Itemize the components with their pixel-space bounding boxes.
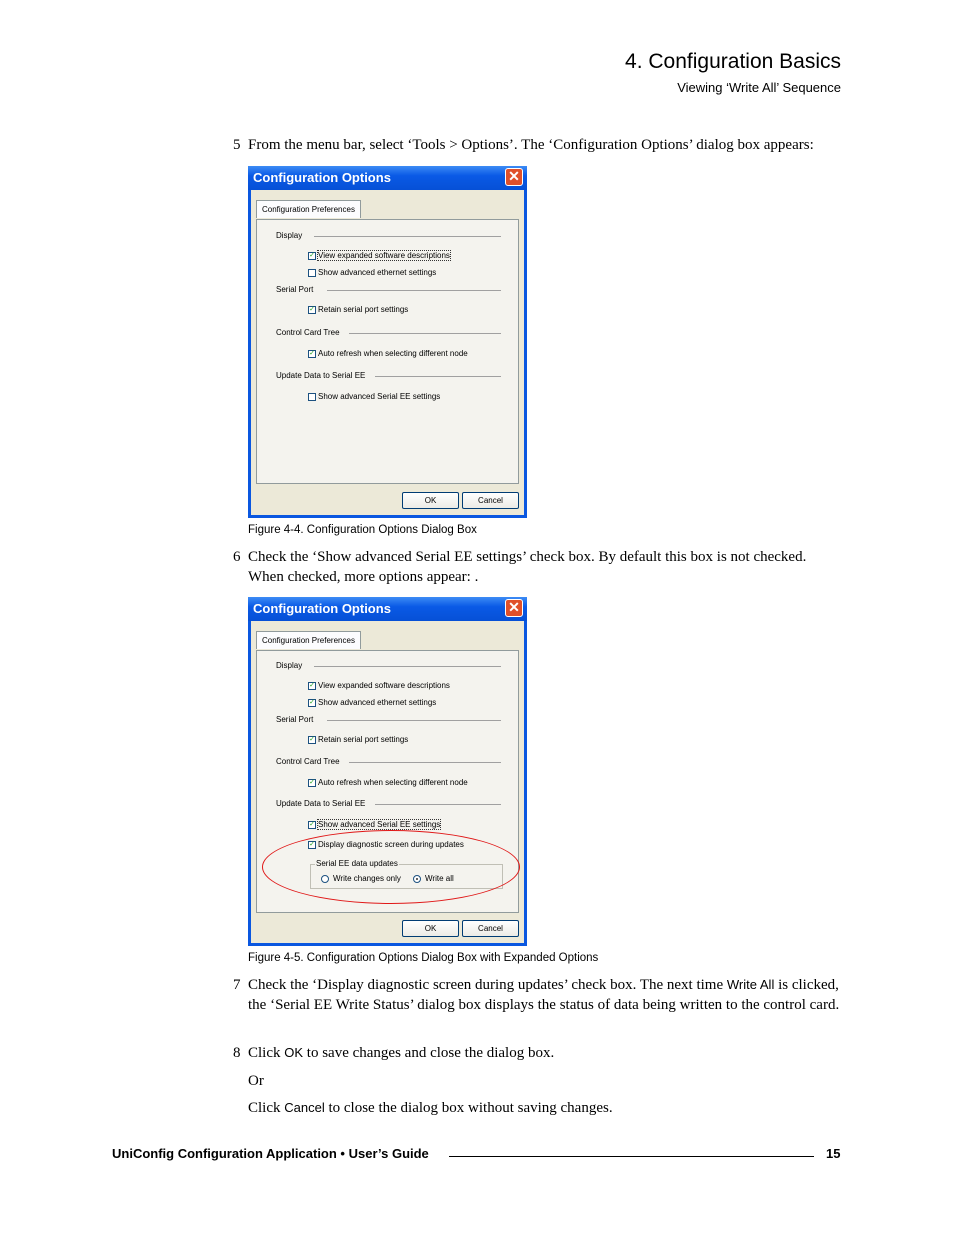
show-ethernet-checkbox[interactable]: ✓ Show advanced ethernet settings xyxy=(309,698,437,707)
step-text: Click OK to save changes and close the dialog box. xyxy=(248,1045,555,1061)
cancel-button[interactable]: Cancel xyxy=(462,920,519,937)
dialog-titlebar xyxy=(248,597,527,621)
view-expanded-checkbox[interactable]: ✓ View expanded software descriptions xyxy=(309,251,450,260)
section-title: Viewing ‘Write All’ Sequence xyxy=(677,80,841,95)
auto-refresh-checkbox[interactable]: ✓ Auto refresh when selecting different node xyxy=(309,778,468,787)
step-number: 8 xyxy=(233,1045,241,1061)
step-7 xyxy=(233,975,843,1015)
step-number: 5 xyxy=(233,137,241,153)
show-serial-ee-checkbox[interactable]: ✓ Show advanced Serial EE settings xyxy=(309,820,441,829)
ui-term-write-all: Write All xyxy=(726,977,775,992)
display-diagnostic-checkbox[interactable]: ✓ Display diagnostic screen during updates xyxy=(309,840,464,849)
dialog-body xyxy=(251,190,524,515)
ui-term-cancel: Cancel xyxy=(284,1100,325,1115)
footer-title: UniConfig Configuration Application • User’s Guide xyxy=(112,1146,429,1161)
retain-serial-checkbox[interactable]: ✓ Retain serial port settings xyxy=(309,305,409,314)
step-text: From the menu bar, select ‘Tools > Options’. The ‘Configuration Options’ dialog box appears: xyxy=(248,137,814,153)
tab-configuration-preferences[interactable]: Configuration Preferences xyxy=(256,631,361,649)
checkbox-checked-icon: ✓ xyxy=(309,682,315,689)
tab-configuration-preferences[interactable]: Configuration Preferences xyxy=(256,200,361,218)
figure-caption: Figure 4-5. Configuration Options Dialog Box with Expanded Options xyxy=(248,952,599,964)
group-label-serial-port: Serial Port xyxy=(276,285,314,294)
write-all-radio[interactable]: Write all xyxy=(413,874,454,884)
checkbox-checked-icon: ✓ xyxy=(309,841,315,848)
step-text: Check the ‘Show advanced Serial EE settings’ check box. By default this box is not checked. When checked, more options appear: . xyxy=(248,549,807,585)
step-text: Check the ‘Display diagnostic screen during updates’ check box. The next time Write All is clicked, the ‘Serial EE Write Status’ dialog box displays the status of data being written to the control card. xyxy=(248,977,840,1013)
view-expanded-checkbox[interactable]: ✓ View expanded software descriptions xyxy=(309,681,450,690)
ui-term-ok: OK xyxy=(284,1045,304,1060)
ok-button[interactable]: OK xyxy=(402,492,459,509)
serial-ee-updates-legend: Serial EE data updates xyxy=(316,859,398,868)
checkbox-checked-icon: ✓ xyxy=(309,779,315,786)
group-label-control-card-tree: Control Card Tree xyxy=(276,328,340,337)
auto-refresh-checkbox[interactable]: ✓ Auto refresh when selecting different node xyxy=(309,349,468,358)
footer-rule xyxy=(449,1156,814,1157)
show-serial-ee-checkbox[interactable]: Show advanced Serial EE settings xyxy=(308,392,440,402)
dialog-title: Configuration Options xyxy=(253,601,391,616)
checkbox-unchecked-icon xyxy=(308,393,316,401)
dialog-title: Configuration Options xyxy=(253,170,391,185)
show-ethernet-checkbox[interactable]: Show advanced ethernet settings xyxy=(308,268,436,278)
highlight-oval xyxy=(262,830,520,904)
checkbox-checked-icon: ✓ xyxy=(309,699,315,706)
group-label-display: Display xyxy=(276,231,303,240)
step-number: 6 xyxy=(233,549,241,565)
checkbox-checked-icon: ✓ xyxy=(309,821,315,828)
step-8 xyxy=(233,1043,843,1063)
write-changes-only-radio[interactable]: Write changes only xyxy=(321,874,401,884)
tab-panel xyxy=(256,219,519,484)
ok-button[interactable]: OK xyxy=(402,920,459,937)
page-number: 15 xyxy=(826,1146,841,1161)
group-label-update-serial-ee: Update Data to Serial EE xyxy=(276,799,366,808)
checkbox-checked-icon: ✓ xyxy=(309,306,315,313)
step-number: 7 xyxy=(233,977,241,993)
group-label-serial-port: Serial Port xyxy=(276,715,314,724)
checkbox-checked-icon: ✓ xyxy=(309,350,315,357)
retain-serial-checkbox[interactable]: ✓ Retain serial port settings xyxy=(309,735,409,744)
checkbox-checked-icon: ✓ xyxy=(309,736,315,743)
cancel-instruction: Click Cancel to close the dialog box without saving changes. xyxy=(248,1100,613,1116)
cancel-button[interactable]: Cancel xyxy=(462,492,519,509)
step-6 xyxy=(233,547,843,587)
checkbox-unchecked-icon xyxy=(308,269,316,277)
or-text: Or xyxy=(248,1073,264,1089)
figure-caption: Figure 4-4. Configuration Options Dialog Box xyxy=(248,524,477,536)
group-label-control-card-tree: Control Card Tree xyxy=(276,757,340,766)
chapter-title: 4. Configuration Basics xyxy=(625,50,841,73)
close-icon[interactable]: ✕ xyxy=(505,599,523,617)
configuration-options-dialog xyxy=(248,166,527,518)
group-label-display: Display xyxy=(276,661,303,670)
close-icon[interactable]: ✕ xyxy=(505,168,523,186)
step-5 xyxy=(233,135,843,155)
dialog-titlebar xyxy=(248,166,527,190)
group-label-update-serial-ee: Update Data to Serial EE xyxy=(276,371,366,380)
checkbox-checked-icon: ✓ xyxy=(309,252,315,259)
